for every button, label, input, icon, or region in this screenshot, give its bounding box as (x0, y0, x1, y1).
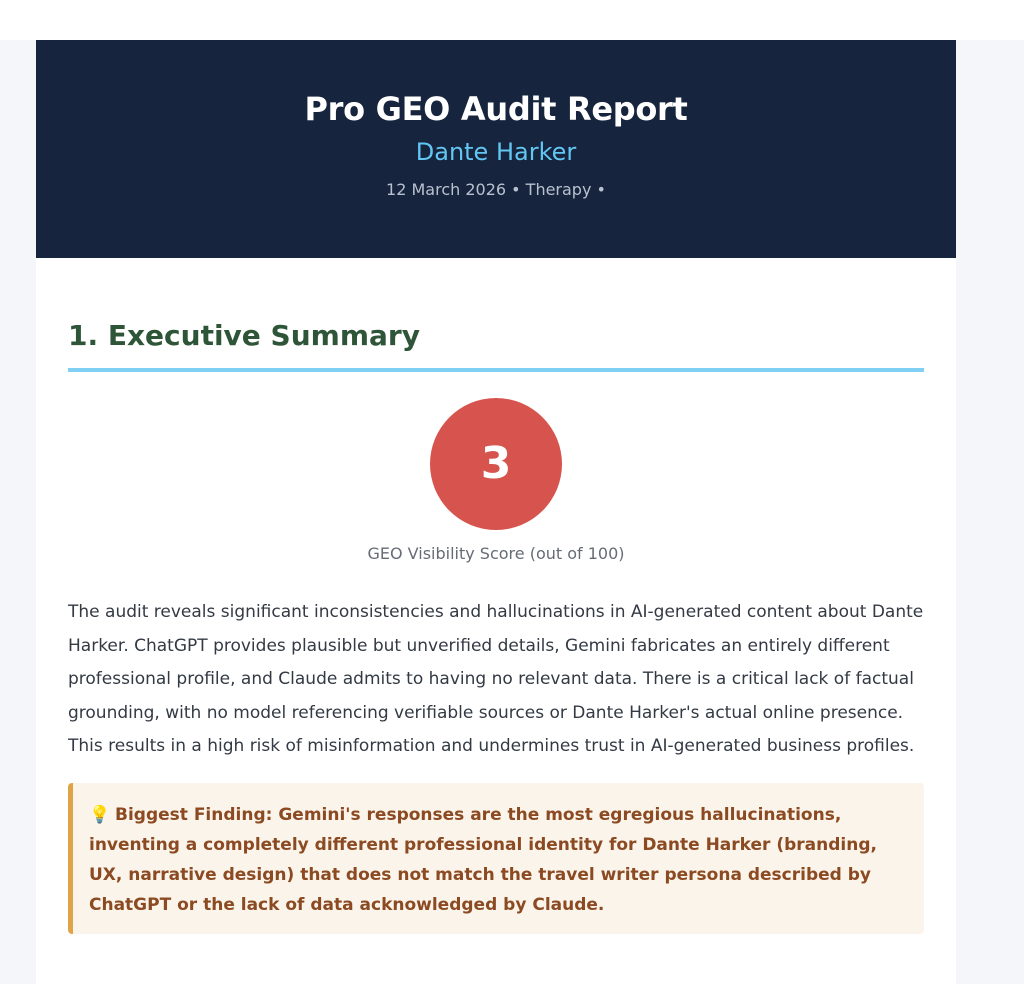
geo-score-label: GEO Visibility Score (out of 100) (367, 544, 625, 563)
report-meta: 12 March 2026 • Therapy • (386, 180, 606, 199)
lightbulb-icon: 💡 (89, 804, 111, 825)
geo-score-badge: 3 (430, 398, 562, 530)
report-header (36, 40, 956, 258)
biggest-finding-text: Biggest Finding: Gemini's responses are the most egregious hallucinations, inventing a completely different professional identity for Dante Harker (branding, UX, narrative design) that does not match the travel writer persona described by ChatGPT or the lack of data acknowledged by Claude. (89, 804, 877, 915)
audit-report (36, 40, 956, 984)
report-title: Pro GEO Audit Report (304, 90, 688, 128)
executive-summary-text: The audit reveals significant inconsistencies and hallucinations in AI-generated content about Dante Harker. ChatGPT provides plausible but unverified details, Gemini fabricates an entirely different professional profile, and Claude admits to having no relevant data. There is a critical lack of factual grounding, with no model referencing verifiable sources or Dante Harker's actual online presence. This results in a high risk of misinformation and undermines trust in AI-generated business profiles. (68, 602, 924, 757)
report-content (36, 318, 956, 934)
score-panel (68, 398, 924, 566)
section-title-executive-summary: 1. Executive Summary (68, 318, 924, 372)
biggest-finding-callout (68, 783, 924, 934)
biggest-finding-text-wrapper (89, 800, 894, 920)
report-subject: Dante Harker (415, 138, 577, 166)
